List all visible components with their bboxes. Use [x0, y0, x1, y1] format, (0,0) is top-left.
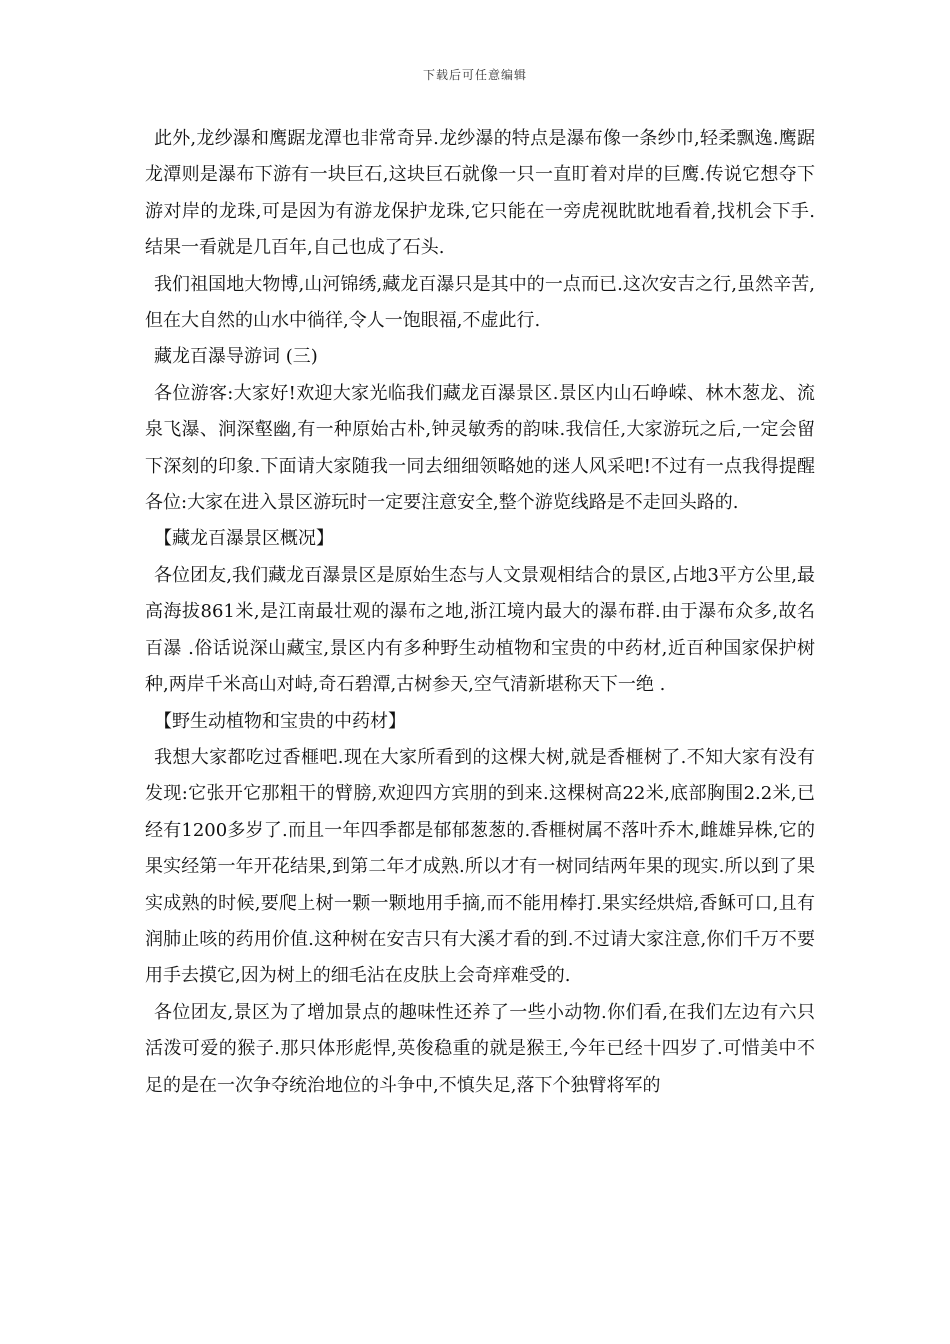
- document-body: [145, 121, 815, 1104]
- paragraph-torreya-tree: 我想大家都吃过香榧吧.现在大家所看到的这棵大树,就是香榧树了.不知大家有没有发现:它张开它那粗干的臂膀,欢迎四方宾朋的到来.这棵树高22米,底部胸围2.2米,已经有1200多岁了.而且一年四季都是郁郁葱葱的.香榧树属不落叶乔木,雌雄异株,它的果实经第一年开花结果,到第二年才成熟.所以才有一树同结两年果的现实.所以到了果实成熟的时候,要爬上树一颗一颗地用手摘,而不能用棒打.果实经烘焙,香稣可口,且有润肺止咳的药用价值.这种树在安吉只有大溪才看的到.不过请大家注意,你们千万不要用手去摸它,因为树上的细毛沾在皮肤上会奇痒难受的.: [145, 746, 815, 987]
- page-header: 下载后可任意编辑: [422, 68, 527, 82]
- section-heading-overview: 【藏龙百瀑景区概况】: [154, 528, 334, 550]
- paragraph-monkeys: 各位团友,景区为了增加景点的趣味性还养了一些小动物.你们看,在我们左边有六只活泼可爱的猴子.那只体形彪悍,英俊稳重的就是猴王,今年已经十四岁了.可惜美中不足的是在一次争夺统治地位的斗争中,不慎失足,落下个独臂将军的: [145, 1001, 815, 1096]
- section-title-part-three: 藏龙百瀑导游词 (三): [154, 346, 318, 368]
- section-heading-wildlife: 【野生动植物和宝贵的中药材】: [154, 710, 406, 732]
- paragraph-overview: 各位团友,我们藏龙百瀑景区是原始生态与人文景观相结合的景区,占地3平方公里,最高海拔861米,是江南最壮观的瀑布之地,浙江境内最大的瀑布群.由于瀑布众多,故名 百瀑 .俗话说深山藏宝,景区内有多种野生动植物和宝贵的中药材,近百种国家保护树种,两岸千米高山对峙,奇石碧潭,古树参天,空气清新堪称天下一绝 .: [145, 564, 815, 696]
- paragraph-dragon-veil-falls: 此外,龙纱瀑和鹰踞龙潭也非常奇异.龙纱瀑的特点是瀑布像一条纱巾,轻柔飘逸.鹰踞龙潭则是瀑布下游有一块巨石,这块巨石就像一只一直盯着对岸的巨鹰.传说它想夺下游对岸的龙珠,可是因为有游龙保护龙珠,它只能在一旁虎视眈眈地看着,找机会下手.结果一看就是几百年,自己也成了石头.: [145, 128, 815, 259]
- paragraph-conclusion: 我们祖国地大物博,山河锦绣,藏龙百瀑只是其中的一点而已.这次安吉之行,虽然辛苦,但在大自然的山水中徜徉,令人一饱眼福,不虚此行.: [145, 273, 815, 332]
- paragraph-welcome: 各位游客:大家好!欢迎大家光临我们藏龙百瀑景区.景区内山石峥嵘、林木葱龙、流泉飞瀑、涧深壑幽,有一种原始古朴,钟灵敏秀的韵味.我信任,大家游玩之后,一定会留下深刻的印象.下面请大家随我一同去细细领略她的迷人风采吧!不过有一点我得提醒各位:大家在进入景区游玩时一定要注意安全,整个游览线路是不走回头路的.: [145, 382, 815, 514]
